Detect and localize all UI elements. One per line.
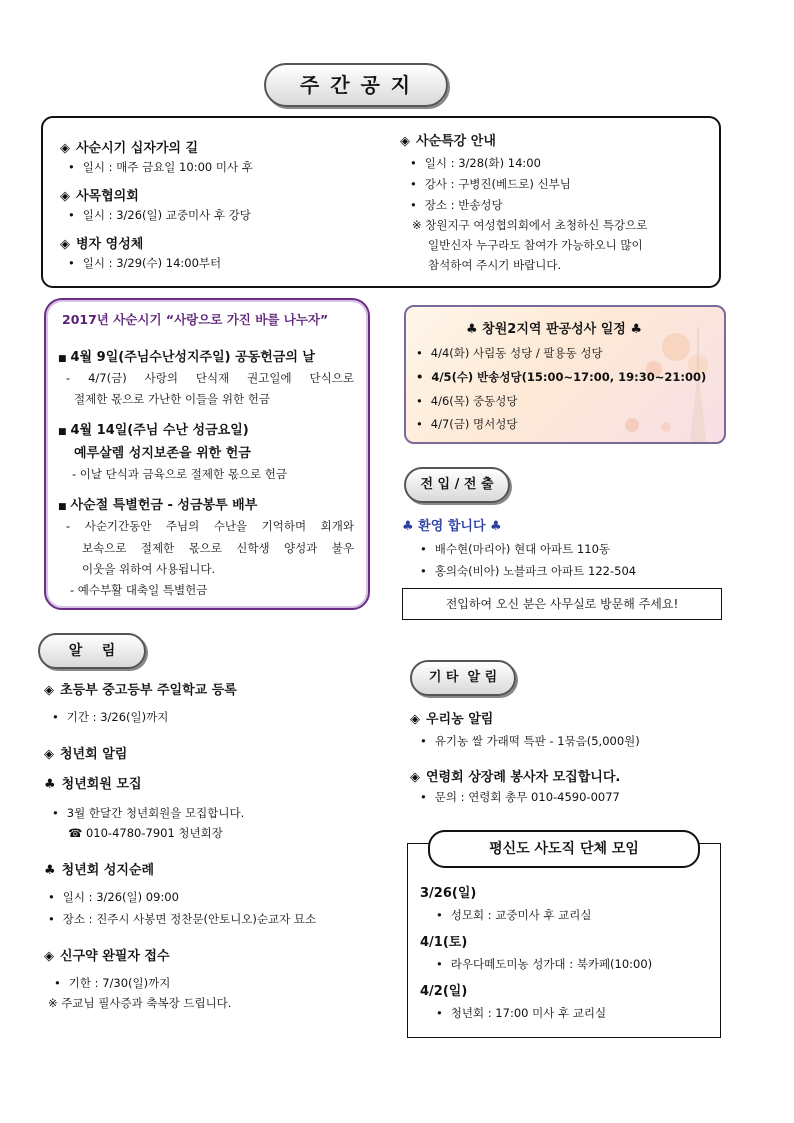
lay-item-3: • 청년회 : 17:00 미사 후 교리실 — [436, 1005, 606, 1021]
farm-item: • 유기농 쌀 가래떡 특판 - 1묶음(5,000원) — [420, 733, 640, 749]
lent-title: 2017년 사순시기 “사랑으로 가진 바를 나누자” — [62, 312, 329, 327]
notice-left-title-3: ◈ 병자 영성체 — [60, 237, 144, 252]
confession-item-2: • 4/5(수) 반송성당(15:00~17:00, 19:30~21:00) — [416, 369, 706, 385]
lent-s1-line2: 절제한 몫으로 가난한 이들을 위한 헌금 — [74, 392, 271, 406]
notice-right-item-1: • 일시 : 3/28(화) 14:00 — [410, 155, 541, 171]
diamond-icon: ◈ — [44, 747, 54, 762]
club-icon: ♣ — [44, 863, 56, 878]
notice-right-note-3: 참석하여 주시기 바랍니다. — [428, 258, 562, 272]
page-title: 주 간 공 지 — [264, 63, 448, 107]
club-icon: ♣ — [44, 777, 56, 792]
bullet-square-icon: ■ — [58, 354, 67, 364]
diamond-icon: ◈ — [60, 237, 70, 252]
lent-s1-title: ■ 4월 9일(주님수난성지주일) 공동헌금의 날 — [58, 350, 315, 365]
lay-item-2: • 라우다떼도미농 성가대 : 북카페(10:00) — [436, 956, 652, 972]
diamond-icon: ◈ — [44, 949, 54, 964]
youth-title: ◈ 청년회 알림 — [44, 747, 128, 762]
other-notices-label: 기 타 알 림 — [410, 660, 516, 696]
transfer-item-2: • 홍의숙(비아) 노블파크 아파트 122-504 — [420, 563, 636, 579]
lay-apostolate-title: 평신도 사도직 단체 모임 — [428, 830, 700, 868]
lay-date-1: 3/26(일) — [420, 886, 477, 901]
confession-item-3: • 4/6(목) 중동성당 — [416, 393, 517, 409]
notice-right-title: ◈ 사순특강 안내 — [400, 134, 496, 149]
diamond-icon: ◈ — [44, 683, 54, 698]
lent-s2-title2: 예루살렘 성지보존을 위한 헌금 — [74, 446, 251, 461]
notice-right-note-2: 일반신자 누구라도 참여가 가능하오니 많이 — [428, 238, 643, 252]
pilgrimage-title: ♣ 청년회 성지순례 — [44, 863, 155, 878]
farm-title: ◈ 우리농 알림 — [410, 712, 494, 727]
confession-title: ♣ 창원2지역 판공성사 일정 ♣ — [466, 322, 643, 337]
notice-left-item-3: • 일시 : 3/29(수) 14:00부터 — [68, 255, 221, 271]
transfer-notice-box: 전입하여 오신 분은 사무실로 방문해 주세요! — [402, 588, 722, 620]
recruit-item: • 3월 한달간 청년회원을 모집합니다. — [52, 805, 244, 821]
notice-left-title-2: ◈ 사목협의회 — [60, 189, 139, 204]
lent-s3-title: ■ 사순절 특별헌금 - 성금봉투 배부 — [58, 498, 258, 513]
pilgrimage-item-2: • 장소 : 진주시 사봉면 정찬문(안토니오)순교자 묘소 — [48, 911, 316, 927]
bullet-square-icon: ■ — [58, 502, 67, 512]
lent-s2-line1: - 이날 단식과 금육으로 절제한 몫으로 헌금 — [72, 467, 287, 481]
lent-s3-line2: 보속으로 절제한 몫으로 신학생 양성과 불우 — [82, 541, 354, 555]
pilgrimage-item-1: • 일시 : 3/26(일) 09:00 — [48, 889, 179, 905]
lent-s3-line1: - 사순기간동안 주님의 수난을 기억하며 회개와 — [66, 519, 354, 533]
confession-item-1: • 4/4(화) 사림동 성당 / 팔용동 성당 — [416, 345, 603, 361]
diamond-icon: ◈ — [410, 770, 420, 785]
recruit-phone: ☎ 010-4780-7901 청년회장 — [68, 826, 223, 840]
notice-left-item-1: • 일시 : 매주 금요일 10:00 미사 후 — [68, 159, 253, 175]
recruit-title: ♣ 청년회원 모집 — [44, 777, 142, 792]
notice-right-item-3: • 장소 : 반송성당 — [410, 197, 503, 213]
diamond-icon: ◈ — [60, 189, 70, 204]
lay-item-1: • 성모회 : 교중미사 후 교리실 — [436, 907, 592, 923]
notice-left-title-1: ◈ 사순시기 십자가의 길 — [60, 141, 199, 156]
welcome-heading: ♣ 환영 합니다 ♣ — [402, 519, 502, 534]
elder-item: • 문의 : 연령회 총무 010-4590-0077 — [420, 789, 620, 805]
lent-s1-line1: - 4/7(금) 사랑의 단식재 권고일에 단식으로 — [66, 371, 354, 385]
diamond-icon: ◈ — [400, 134, 410, 149]
sunday-school-title: ◈ 초등부 중고등부 주일학교 등록 — [44, 683, 237, 698]
diamond-icon: ◈ — [60, 141, 70, 156]
bullet-square-icon: ■ — [58, 427, 67, 437]
notice-right-item-2: • 강사 : 구병진(베드로) 신부님 — [410, 176, 571, 192]
elder-title: ◈ 연령회 상장례 봉사자 모집합니다. — [410, 770, 621, 785]
notice-left-item-2: • 일시 : 3/26(일) 교중미사 후 강당 — [68, 207, 251, 223]
lent-s3-line4: - 예수부활 대축일 특별헌금 — [70, 583, 208, 597]
lent-s3-line3: 이웃을 위하여 사용됩니다. — [82, 562, 216, 576]
lay-date-3: 4/2(일) — [420, 984, 468, 999]
notice-right-note-1: ※ 창원지구 여성협의회에서 초청하신 특강으로 — [412, 218, 648, 232]
lent-s2-title1: ■ 4월 14일(주님 수난 성금요일) — [58, 423, 249, 438]
bible-title: ◈ 신구약 완필자 접수 — [44, 949, 170, 964]
transfer-item-1: • 배수현(마리아) 현대 아파트 110동 — [420, 541, 610, 557]
bible-item: • 기한 : 7/30(일)까지 — [54, 975, 170, 991]
transfer-label: 전 입 / 전 출 — [404, 467, 510, 503]
confession-item-4: • 4/7(금) 명서성당 — [416, 416, 517, 432]
sunday-school-item: • 기간 : 3/26(일)까지 — [52, 709, 168, 725]
lay-date-2: 4/1(토) — [420, 935, 468, 950]
bible-note: ※ 주교님 필사증과 축복장 드립니다. — [48, 996, 232, 1010]
diamond-icon: ◈ — [410, 712, 420, 727]
alarm-label: 알 림 — [38, 633, 146, 669]
